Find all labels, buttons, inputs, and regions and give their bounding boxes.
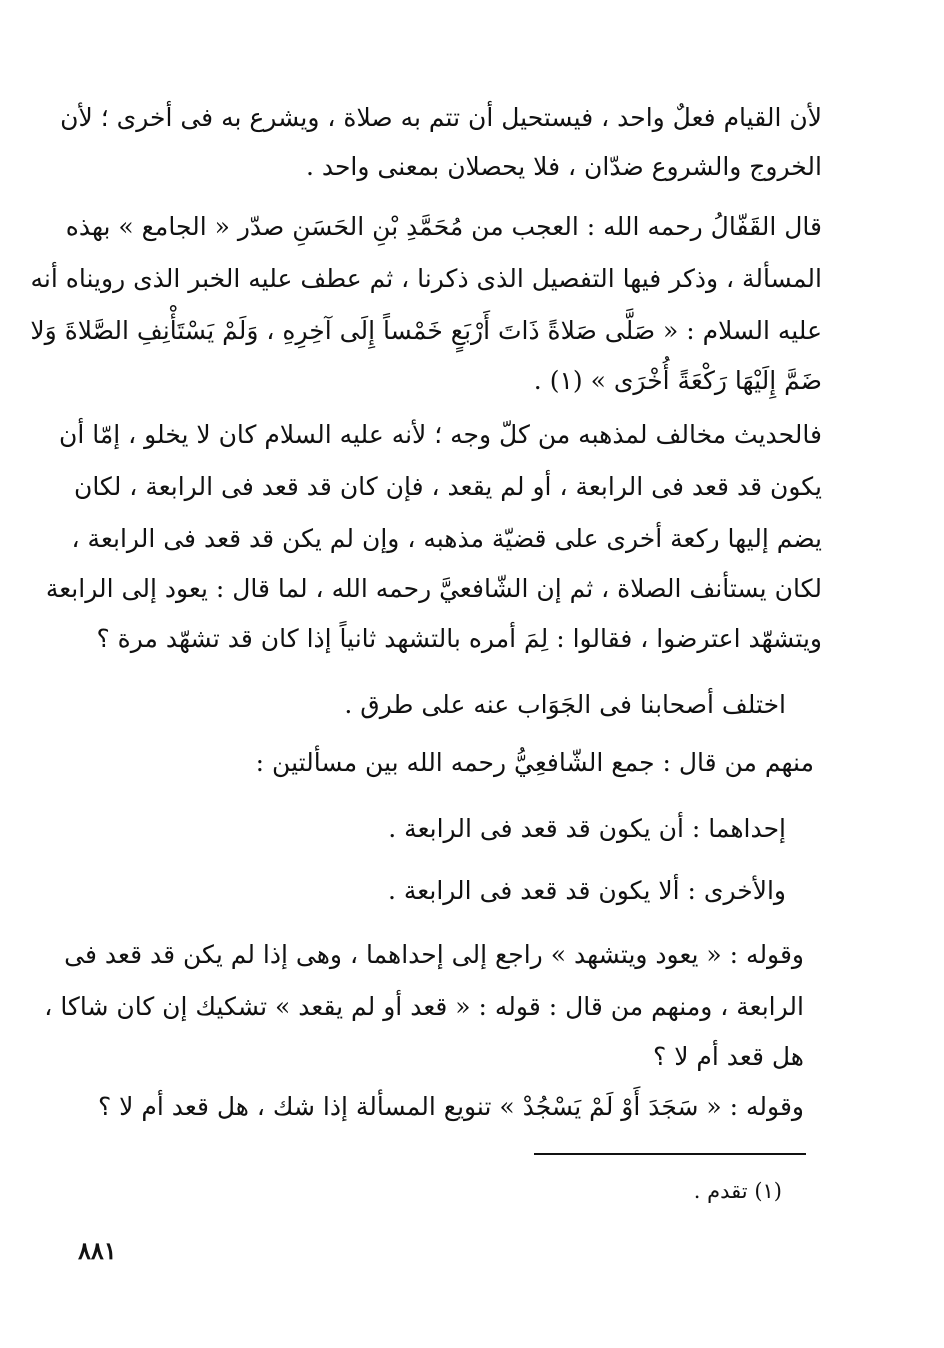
text-line-17: الرابعة ، ومنهم من قال : قوله : « قعد أو لم يقعد » تشكيك إن كان شاكا ، bbox=[44, 992, 804, 1021]
text-line-9: يضم إليها ركعة أخرى على قضيّة مذهبه ، وإن لم يكن قد قعد فى الرابعة ، bbox=[71, 524, 822, 553]
text-line-1: لأن القيام فعلٌ واحد ، فيستحيل أن تتم به صلاة ، ويشرع به فى أخرى ؛ لأن bbox=[60, 103, 822, 132]
text-line-19: وقوله : « سَجَدَ أَوْ لَمْ يَسْجُدْ » تنويع المسألة إذا شك ، هل قعد أم لا ؟ bbox=[97, 1092, 804, 1121]
footnote: (١) تقدم . bbox=[693, 1179, 782, 1203]
text-line-2: الخروج والشروع ضدّان ، فلا يحصلان بمعنى واحد . bbox=[305, 152, 822, 181]
text-line-12: اختلف أصحابنا فى الجَوَاب عنه على طرق . bbox=[344, 690, 786, 719]
text-line-14: إحداهما : أن يكون قد قعد فى الرابعة . bbox=[388, 814, 786, 843]
text-line-4: المسألة ، وذكر فيها التفصيل الذى ذكرنا ، ثم عطف عليه الخبر الذى رويناه أنه bbox=[30, 264, 822, 293]
text-line-5: عليه السلام : « صَلَّى صَلاةً ذَاتَ أَرْبَعٍ خَمْساً إِلَى آخِرِهِ ، وَلَمْ يَسْتَأْنِفِ الصَّلاةَ وَلا bbox=[30, 316, 822, 345]
text-line-18: هل قعد أم لا ؟ bbox=[653, 1042, 804, 1071]
text-line-16: وقوله : « يعود ويتشهد » راجع إلى إحداهما ، وهى إذا لم يكن قد قعد فى bbox=[64, 940, 804, 969]
footnote-separator bbox=[534, 1153, 806, 1155]
page-number: ٨٨١ bbox=[78, 1236, 117, 1265]
text-line-8: يكون قد قعد فى الرابعة ، أو لم يقعد ، فإن كان قد قعد فى الرابعة ، لكان bbox=[73, 472, 822, 501]
text-line-15: والأخرى : ألا يكون قد قعد فى الرابعة . bbox=[388, 876, 786, 905]
text-line-13: منهم من قال : جمع الشّافعِيُّ رحمه الله بين مسألتين : bbox=[255, 748, 814, 777]
text-line-11: ويتشهّد اعترضوا ، فقالوا : لِمَ أمره بالتشهد ثانياً إذا كان قد تشهّد مرة ؟ bbox=[96, 624, 822, 653]
text-line-3: قال القَفّالُ رحمه الله : العجب من مُحَمَّدِ بْنِ الحَسَنِ صدّر « الجامع » بهذه bbox=[65, 212, 822, 241]
text-line-7: فالحديث مخالف لمذهبه من كلّ وجه ؛ لأنه عليه السلام كان لا يخلو ، إمّا أن bbox=[58, 420, 822, 449]
text-line-6: ضَمَّ إِلَيْهَا رَكْعَةً أُخْرَى » (١) . bbox=[533, 366, 822, 395]
text-line-10: لكان يستأنف الصلاة ، ثم إن الشّافعيَّ رحمه الله ، لما قال : يعود إلى الرابعة bbox=[45, 574, 822, 603]
